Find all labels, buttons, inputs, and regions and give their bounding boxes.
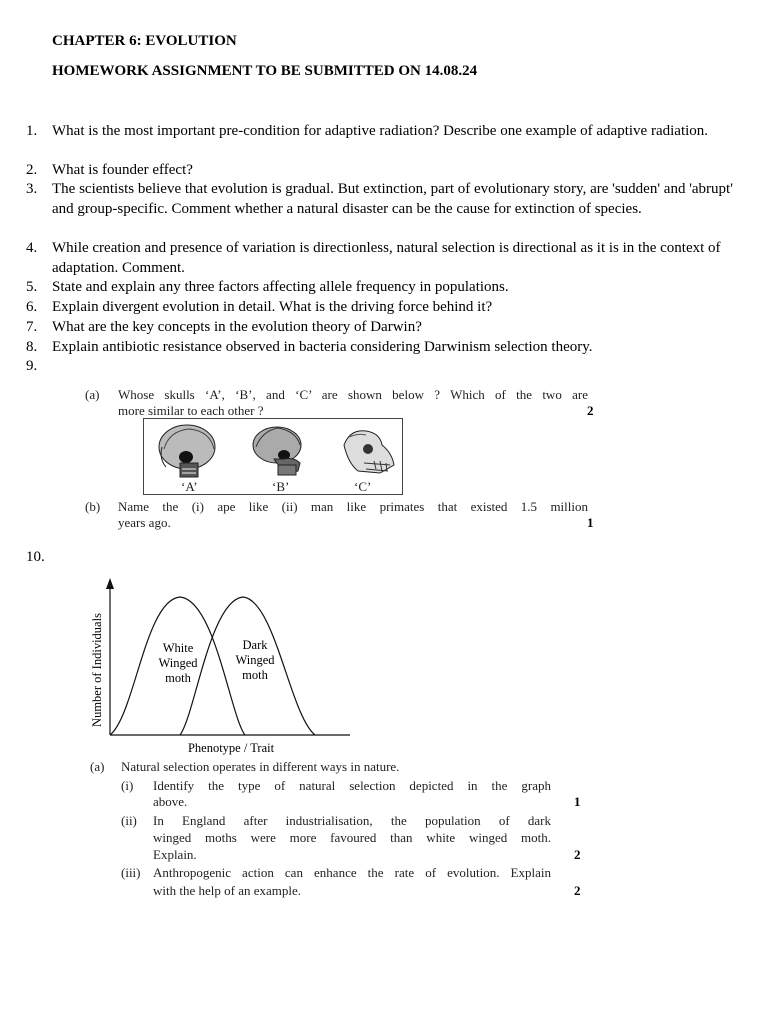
q10-i-line1: Identify the type of natural selection depicted in the graph [153, 778, 551, 793]
question-number: 4. [26, 240, 38, 256]
q10-i-marks: 1 [574, 794, 581, 809]
question-3 [26, 180, 741, 219]
question-5 [26, 278, 741, 298]
question-number: 3. [26, 181, 38, 197]
dark-label-3: moth [242, 668, 268, 682]
q10-iii-line2: with the help of an example. [153, 883, 302, 898]
question-4 [26, 239, 741, 278]
dark-label-2: Winged [235, 653, 275, 667]
white-label-3: moth [165, 671, 191, 685]
question-text: What are the key concepts in the evolution theory of Darwin? [52, 319, 422, 335]
q10-i-label: (i) [121, 778, 134, 793]
question-text: While creation and presence of variation is directionless, natural selection is directional as it is in the context of adaptation. Comment. [52, 240, 721, 276]
q9a-marks: 2 [587, 403, 594, 418]
q10a-label: (a) [90, 759, 105, 774]
y-axis-label: Number of Individuals [90, 613, 104, 727]
white-label-1: White [162, 641, 194, 655]
skulls-figure [143, 418, 403, 495]
question-text: Explain antibiotic resistance observed in bacteria considering Darwinism selection theory. [52, 339, 593, 355]
y-axis-arrow [106, 578, 114, 589]
question-number: 8. [26, 339, 38, 355]
q10-ii-line1: In England after industrialisation, the population of dark [153, 813, 551, 828]
q9a-line2: more similar to each other ? [118, 403, 264, 418]
skull-c-image [344, 431, 394, 473]
question-text: State and explain any three factors affecting allele frequency in populations. [52, 279, 509, 295]
question-number: 7. [26, 319, 38, 335]
q10-ii-label: (ii) [121, 813, 137, 828]
x-axis-label: Phenotype / Trait [187, 741, 275, 755]
question-text: Explain divergent evolution in detail. What is the driving force behind it? [52, 299, 493, 315]
q9b-label: (b) [85, 499, 101, 514]
question-6 [26, 298, 741, 318]
q10-iii-label: (iii) [121, 865, 141, 880]
skull-b-label: ‘B’ [272, 479, 290, 494]
q9a-line1: Whose skulls ‘A’, ‘B’, and ‘C’ are shown below ? Which of the two are [118, 387, 588, 402]
question-text: The scientists believe that evolution is gradual. But extinction, part of evolutionary story, are 'sudden' and 'abrupt' and group-specific. Comment whether a natural disaster can be the cause for extinction of species. [52, 181, 733, 217]
q9b-line1: Name the (i) ape like (ii) man like primates that existed 1.5 million [118, 499, 588, 514]
selection-graph [85, 575, 365, 760]
q10-iii-marks: 2 [574, 883, 581, 898]
skull-c-label: ‘C’ [354, 479, 372, 494]
q9b-line2: years ago. [118, 515, 171, 530]
q10-ii-line1b: winged moths were more favoured than white winged moth. [153, 830, 551, 845]
q10a-text: Natural selection operates in different ways in nature. [121, 759, 400, 774]
q9b-marks: 1 [587, 515, 594, 530]
question-2 [26, 161, 741, 181]
q9a-label: (a) [85, 387, 100, 402]
skull-b-image [253, 427, 301, 475]
graph-svg [85, 575, 365, 760]
question-7 [26, 318, 741, 338]
skull-a-label: ‘A’ [181, 479, 198, 494]
question-number: 9. [26, 358, 38, 374]
q10-ii-marks: 2 [574, 847, 581, 862]
q10-iii-line1: Anthropogenic action can enhance the rate of evolution. Explain [153, 865, 551, 880]
question-8 [26, 338, 741, 358]
chapter-title: CHAPTER 6: EVOLUTION [52, 33, 237, 49]
question-text: What is founder effect? [52, 162, 193, 178]
question-number: 6. [26, 299, 38, 315]
question-number: 10. [26, 549, 45, 565]
assignment-title: HOMEWORK ASSIGNMENT TO BE SUBMITTED ON 14.08.24 [52, 63, 478, 79]
q10-ii-line2: Explain. [153, 847, 197, 862]
q10-i-line2: above. [153, 794, 188, 809]
question-1 [26, 122, 741, 142]
question-number: 5. [26, 279, 38, 295]
white-label-2: Winged [158, 656, 198, 670]
dark-label-1: Dark [242, 638, 268, 652]
skull-a-image [159, 425, 215, 477]
question-text: What is the most important pre-condition for adaptive radiation? Describe one example of adaptive radiation. [52, 123, 709, 139]
question-number: 1. [26, 123, 38, 139]
question-number: 2. [26, 162, 38, 178]
